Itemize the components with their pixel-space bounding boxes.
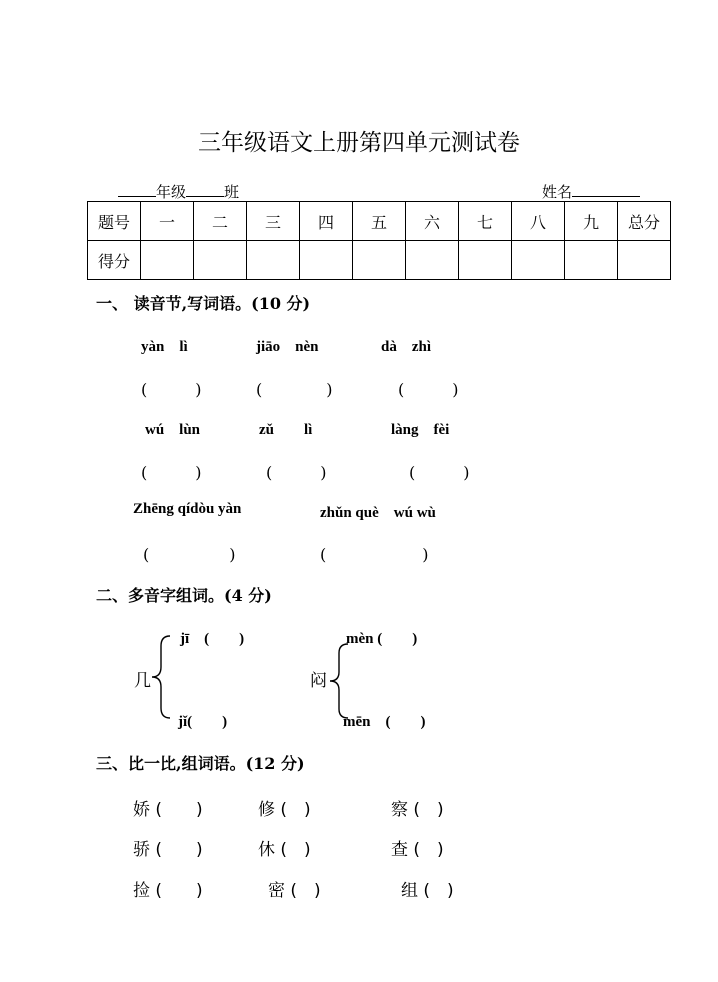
compare-item[interactable]: 娇 ( ) — [133, 800, 203, 820]
score-header-cell: 七 — [459, 202, 512, 241]
score-cell[interactable] — [353, 241, 406, 280]
compare-item[interactable]: 休 ( ) — [258, 840, 311, 860]
score-row-label: 得分 — [88, 241, 141, 280]
grade-label: 年级 — [156, 183, 187, 201]
score-header-cell: 四 — [300, 202, 353, 241]
grade-blank[interactable] — [118, 182, 156, 197]
section2-heading: 二、多音字组词。(4 分) — [96, 586, 272, 605]
score-table — [87, 201, 671, 280]
score-cell[interactable] — [194, 241, 247, 280]
pinyin-item: wú lùn — [145, 422, 201, 438]
score-cell[interactable] — [618, 241, 671, 280]
answer-blank[interactable]: ( ) — [141, 463, 202, 482]
score-header-cell: 三 — [247, 202, 300, 241]
score-cell[interactable] — [512, 241, 565, 280]
polyphone-reading[interactable]: jī ( ) — [180, 631, 245, 647]
score-header-cell: 二 — [194, 202, 247, 241]
score-table-score-row — [88, 241, 671, 280]
pinyin-item: Zhēng qídòu yàn — [133, 501, 242, 517]
score-cell[interactable] — [141, 241, 194, 280]
score-header-cell: 五 — [353, 202, 406, 241]
compare-item[interactable]: 组 ( ) — [401, 881, 454, 901]
pinyin-item: làng fèi — [391, 422, 450, 438]
polyphone-char: 闷 — [310, 671, 327, 691]
compare-item[interactable]: 查 ( ) — [391, 840, 444, 860]
pinyin-item: zǔ lì — [259, 422, 313, 438]
brace-icon — [328, 642, 350, 720]
pinyin-item: jiāo nèn — [256, 339, 319, 355]
brace-icon — [150, 634, 172, 720]
score-cell[interactable] — [565, 241, 618, 280]
polyphone-reading[interactable]: mēn ( ) — [343, 714, 426, 730]
score-cell[interactable] — [300, 241, 353, 280]
answer-blank[interactable]: ( ) — [141, 380, 202, 399]
score-header-cell: 总分 — [618, 202, 671, 241]
score-header-cell: 九 — [565, 202, 618, 241]
score-cell[interactable] — [247, 241, 300, 280]
score-cell[interactable] — [406, 241, 459, 280]
class-label: 班 — [224, 183, 240, 201]
score-header-cell: 八 — [512, 202, 565, 241]
answer-blank[interactable]: ( ) — [143, 545, 236, 564]
answer-blank[interactable]: ( ) — [320, 545, 429, 564]
name-label: 姓名 — [542, 183, 573, 201]
score-table-header-row — [88, 202, 671, 241]
class-blank[interactable] — [186, 182, 224, 197]
polyphone-reading[interactable]: jǐ( ) — [178, 714, 228, 730]
page-title: 三年级语文上册第四单元测试卷 — [198, 130, 520, 156]
score-header-cell: 六 — [406, 202, 459, 241]
name-blank[interactable] — [572, 182, 640, 197]
score-header-cell: 题号 — [88, 202, 141, 241]
compare-item[interactable]: 察 ( ) — [391, 800, 444, 820]
polyphone-char: 几 — [134, 671, 151, 691]
name-line — [542, 181, 640, 202]
pinyin-item: zhǔn què wú wù — [320, 505, 436, 521]
pinyin-item: dà zhì — [381, 339, 432, 355]
answer-blank[interactable]: ( ) — [398, 380, 459, 399]
score-header-cell: 一 — [141, 202, 194, 241]
section3-heading: 三、比一比,组词语。(12 分) — [96, 754, 305, 773]
grade-class-line — [118, 181, 239, 202]
answer-blank[interactable]: ( ) — [409, 463, 470, 482]
answer-blank[interactable]: ( ) — [256, 380, 333, 399]
compare-item[interactable]: 骄 ( ) — [133, 840, 203, 860]
score-cell[interactable] — [459, 241, 512, 280]
compare-item[interactable]: 捡 ( ) — [133, 881, 203, 901]
polyphone-reading[interactable]: mèn ( ) — [346, 631, 418, 647]
pinyin-item: yàn lì — [141, 339, 188, 355]
compare-item[interactable]: 密 ( ) — [268, 881, 321, 901]
section1-heading: 一、 读音节,写词语。(10 分) — [96, 294, 311, 313]
compare-item[interactable]: 修 ( ) — [258, 800, 311, 820]
answer-blank[interactable]: ( ) — [266, 463, 327, 482]
